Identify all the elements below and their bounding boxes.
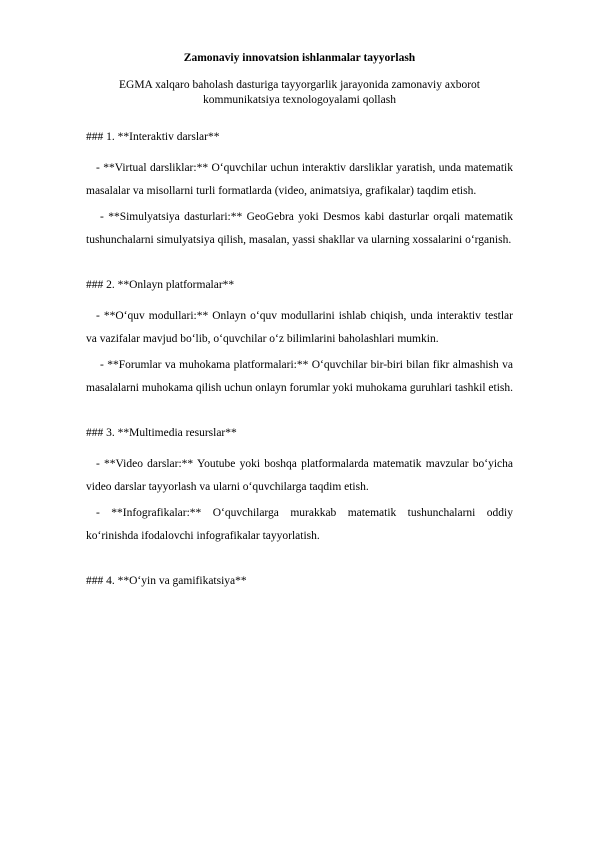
section-heading: ### 4. **O‘yin va gamifikatsiya** [86,575,247,587]
section-paragraph: - **Forumlar va muhokama platformalari:** O‘quvchilar bir-biri bilan fikr almashish va masalalarni muhokama qilish uchun onlayn forumlar yoki muhokama guruhlari tashkil etish. [86,359,514,394]
section-heading: ### 3. **Multimedia resurslar** [86,427,237,439]
section-paragraph: - **O‘quv modullari:** Onlayn o‘quv modullarini ishlab chiqish, unda interaktiv testlar va vazifalar mavjud bo‘lib, o‘quvchilar o‘z bilimlarini baholashlari mumkin. [86,310,513,345]
document-title: Zamonaviy innovatsion ishlanmalar tayyorlash [183,52,416,64]
section-heading: ### 1. **Interaktiv darslar** [86,131,220,143]
document-page [86,50,513,601]
section-paragraph: - **Video darslar:** Youtube yoki boshqa platformalarda matematik mavzular bo‘yicha video darslar tayyorlash va ularni o‘quvchilarga taqdim etish. [86,458,513,493]
section-paragraph: - **Virtual darsliklar:** O‘quvchilar uchun interaktiv darsliklar yaratish, unda matematik masalalar va misollarni turli formatlarda (video, animatsiya, grafikalar) taqdim etish. [86,162,513,197]
section-paragraph: - **Simulyatsiya dasturlari:** GeoGebra yoki Desmos kabi dasturlar orqali matematik tushunchalarni simulyatsiya qilish, masalan, yassi shakllar va ularning xossalarini o‘rganish. [86,211,513,246]
section-gap [86,551,513,573]
section-2 [86,277,513,399]
section-3 [86,425,513,547]
document-subtitle: EGMA xalqaro baholash dasturiga tayyorgarlik jarayonida zamonaviy axborot kommunikatsiya texnologoyalami qollash [119,79,480,106]
section-1 [86,129,513,251]
section-gap [86,255,513,277]
section-4 [86,573,513,589]
section-gap [86,403,513,425]
section-paragraph: - **Infografikalar:** O‘quvchilarga murakkab matematik tushunchalarni oddiy ko‘rinishda ifodalovchi infografikalar tayyorlatish. [86,507,513,542]
section-heading: ### 2. **Onlayn platformalar** [86,279,235,291]
